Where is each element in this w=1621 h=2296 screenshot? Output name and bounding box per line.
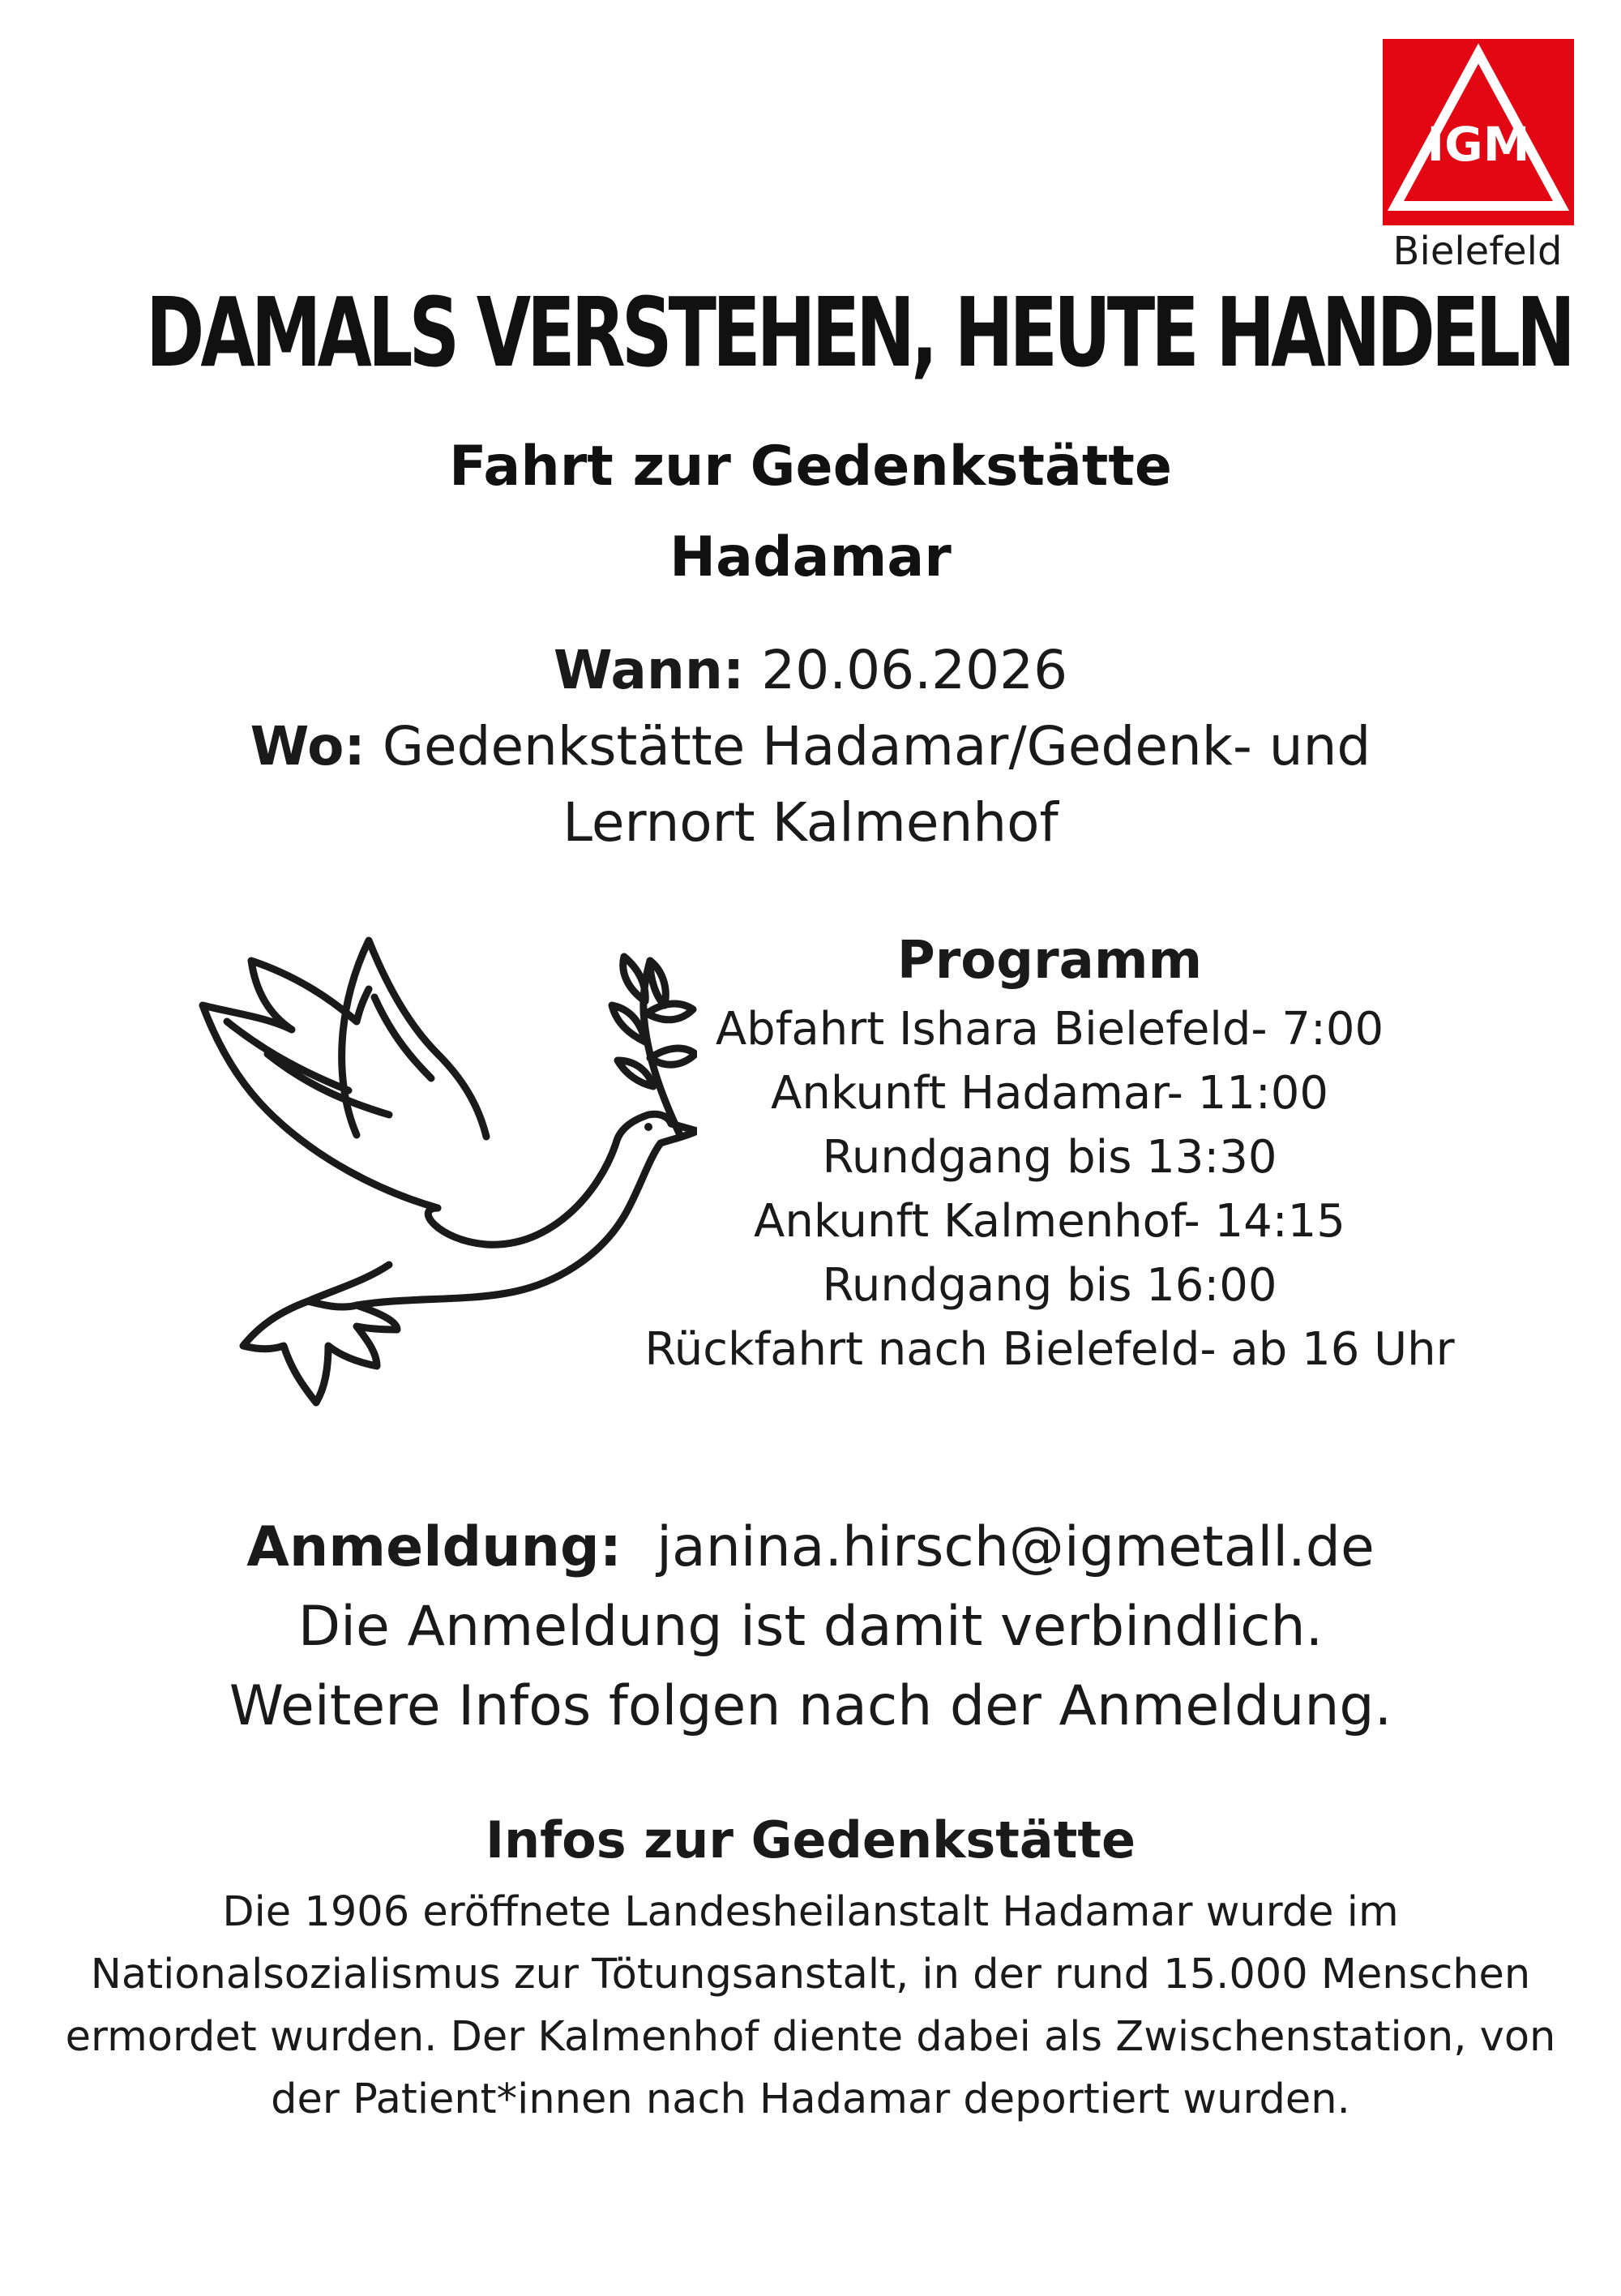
registration-row xyxy=(0,1508,1621,1587)
registration-email[interactable]: janina.hirsch@igmetall.de xyxy=(657,1515,1375,1579)
program-schedule xyxy=(632,924,1467,1381)
when-label: Wann: xyxy=(553,639,745,701)
memorial-info-line: der Patient*innen nach Hadamar deportiert wurden. xyxy=(271,2075,1350,2123)
where-row xyxy=(0,709,1621,785)
registration-label: Anmeldung: xyxy=(246,1515,622,1579)
igm-logo-mark xyxy=(1383,39,1574,230)
when-row xyxy=(0,632,1621,709)
where-label: Wo: xyxy=(250,715,366,777)
registration-section xyxy=(0,1508,1621,1746)
memorial-info-title: Infos zur Gedenkstätte xyxy=(485,1810,1136,1870)
igm-logo xyxy=(1383,39,1574,274)
memorial-info-line: Die 1906 eröffnete Landesheilanstalt Hadamar wurde im xyxy=(222,1888,1399,1936)
page-headline: DAMALS VERSTEHEN, HEUTE HANDELN xyxy=(146,276,1572,388)
program-item: Rundgang bis 16:00 xyxy=(822,1259,1277,1312)
event-subtitle xyxy=(0,422,1621,603)
program-title: Programm xyxy=(896,931,1203,991)
memorial-info-section xyxy=(32,1800,1589,2131)
dove-with-olive-branch-icon xyxy=(195,924,697,1427)
subtitle-line-2: Hadamar xyxy=(669,525,952,589)
subtitle-line-1: Fahrt zur Gedenkstätte xyxy=(448,435,1173,499)
program-item: Abfahrt Ishara Bielefeld- 7:00 xyxy=(715,1003,1384,1056)
memorial-info-line: Nationalsozialismus zur Tötungsanstalt, in der rund 15.000 Menschen xyxy=(90,1951,1531,1998)
igm-logo-letters: IGM xyxy=(1426,117,1530,172)
program-item: Rückfahrt nach Bielefeld- ab 16 Uhr xyxy=(644,1323,1455,1376)
where-value-line-2: Lernort Kalmenhof xyxy=(562,791,1059,854)
logo-city-label: Bielefeld xyxy=(1375,225,1580,277)
registration-followup-note: Weitere Infos folgen nach der Anmeldung. xyxy=(229,1674,1392,1738)
where-value-line-1: Gedenkstätte Hadamar/Gedenk- und xyxy=(382,715,1371,777)
program-item: Rundgang bis 13:30 xyxy=(822,1131,1277,1184)
registration-binding-note: Die Anmeldung ist damit verbindlich. xyxy=(297,1595,1324,1659)
program-item: Ankunft Kalmenhof- 14:15 xyxy=(754,1195,1345,1248)
memorial-info-line: ermordet wurden. Der Kalmenhof diente dabei als Zwischenstation, von xyxy=(65,2013,1556,2061)
program-item: Ankunft Hadamar- 11:00 xyxy=(771,1067,1328,1120)
event-details xyxy=(0,632,1621,861)
when-value: 20.06.2026 xyxy=(761,639,1068,701)
memorial-info-text xyxy=(32,1881,1589,2131)
igm-triangle-icon xyxy=(1383,39,1574,230)
